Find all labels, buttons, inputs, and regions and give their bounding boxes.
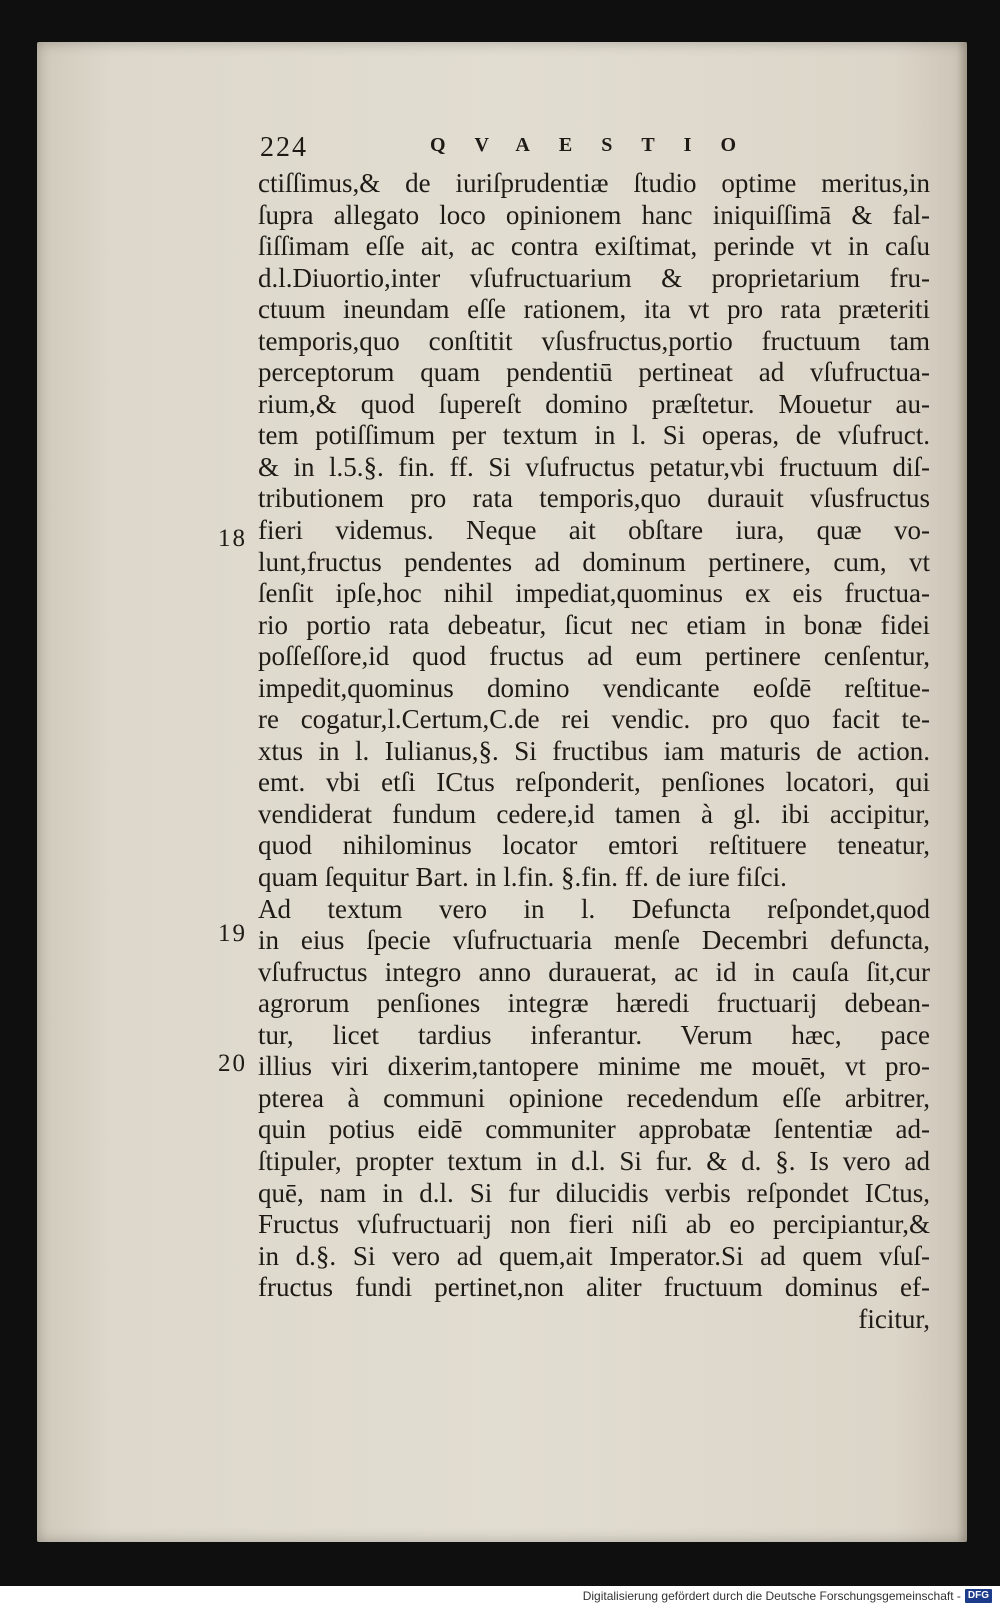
- text-line: fructus fundi pertinet,non aliter fructuum dominus ef-: [258, 1272, 930, 1303]
- text-line: agrorum penſiones integræ hæredi fructuarij debean-: [258, 988, 930, 1019]
- page-header: [260, 132, 820, 168]
- text-line: quam ſequitur Bart. in l.fin. §.fin. ff. de iure fiſci.: [258, 862, 787, 893]
- text-line: quin potius eidē communiter approbatæ ſententiæ ad-: [258, 1114, 930, 1145]
- page-number: 224: [260, 132, 308, 163]
- text-line: d.l.Diuortio,inter vſufructuarium & proprietarium fru-: [258, 262, 930, 293]
- text-line: quod nihilominus locator emtori reſtituere teneatur,: [258, 830, 930, 861]
- text-line: in d.§. Si vero ad quem,ait Imperator.Si ad quem vſuſ-: [258, 1240, 930, 1271]
- text-line: rio portio rata debeatur, ſicut nec etiam in bonæ fidei: [258, 609, 930, 640]
- text-line: ſenſit ipſe,hoc nihil impediat,quominus ex eis fructua-: [258, 578, 930, 609]
- text-line: Fructus vſufructuarij non fieri niſi ab eo percipiantur,&: [258, 1209, 930, 1240]
- running-head: QVAESTIO: [430, 134, 766, 156]
- catchword: ficitur,: [858, 1303, 930, 1334]
- text-line: tur, licet tardius inferantur. Verum hæc, pace: [258, 1019, 930, 1050]
- text-line: tributionem pro rata temporis,quo durauit vſusfructus: [258, 483, 930, 514]
- margin-number-18: 18: [218, 525, 247, 552]
- text-line: quē, nam in d.l. Si fur dilucidis verbis reſpondet ICtus,: [258, 1177, 930, 1208]
- text-line: rium,& quod ſupereſt domino præſtetur. Mouetur au-: [258, 388, 930, 419]
- text-line: illius viri dixerim,tantopere minime me mouēt, vt pro-: [258, 1051, 930, 1082]
- footer-text: Digitalisierung gefördert durch die Deutsche Forschungsgemeinschaft -: [582, 1589, 961, 1603]
- text-line: & in l.5.§. fin. ff. Si vſufructus petatur,vbi fructuum diſ-: [258, 451, 930, 482]
- body-text: [258, 168, 930, 1335]
- text-line: pterea à communi opinione recedendum eſſe arbitrer,: [258, 1082, 930, 1113]
- text-line: ctiſſimus,& de iuriſprudentiæ ſtudio optime meritus,in: [258, 168, 930, 198]
- text-line: ctuum ineundam eſſe rationem, ita vt pro rata præteriti: [258, 294, 930, 325]
- text-line: fieri videmus. Neque ait obſtare iura, quæ vo-: [258, 515, 930, 546]
- text-line: impedit,quominus domino vendicante eoſdē reſtitue-: [258, 672, 930, 703]
- margin-number-19: 19: [218, 920, 247, 947]
- digitization-credit: [583, 1589, 992, 1603]
- text-line: Ad textum vero in l. Defuncta reſpondet,quod: [258, 893, 930, 924]
- text-line: ſiſſimam eſſe ait, ac contra exiſtimat, perinde vt in caſu: [258, 231, 930, 262]
- text-line: tem potiſſimum per textum in l. Si operas, de vſufruct.: [258, 420, 930, 451]
- text-line: lunt,fructus pendentes ad dominum pertinere, cum, vt: [258, 546, 930, 577]
- text-line: perceptorum quam pendentiū pertineat ad vſufructua-: [258, 357, 930, 388]
- text-line: vendiderat fundum cedere,id tamen à gl. ibi accipitur,: [258, 798, 930, 829]
- text-line: vſufructus integro anno durauerat, ac id in cauſa ſit,cur: [258, 956, 930, 987]
- text-line: poſſeſſore,id quod fructus ad eum pertinere cenſentur,: [258, 641, 930, 672]
- text-line: re cogatur,l.Certum,C.de rei vendic. pro quo facit te-: [258, 704, 930, 735]
- text-line: in eius ſpecie vſufructuaria menſe Decembri defuncta,: [258, 925, 930, 956]
- text-line: ſtipuler, propter textum in d.l. Si fur. & d. §. Is vero ad: [258, 1145, 930, 1176]
- text-line: xtus in l. Iulianus,§. Si fructibus iam maturis de action.: [258, 735, 930, 766]
- dfg-logo: DFG: [965, 1589, 992, 1603]
- text-line: ſupra allegato loco opinionem hanc iniquiſſimā & fal-: [258, 199, 930, 230]
- text-line: emt. vbi etſi ICtus reſponderit, penſiones locatori, qui: [258, 767, 930, 798]
- margin-number-20: 20: [218, 1050, 247, 1077]
- text-line: temporis,quo conſtitit vſusfructus,portio fructuum tam: [258, 325, 930, 356]
